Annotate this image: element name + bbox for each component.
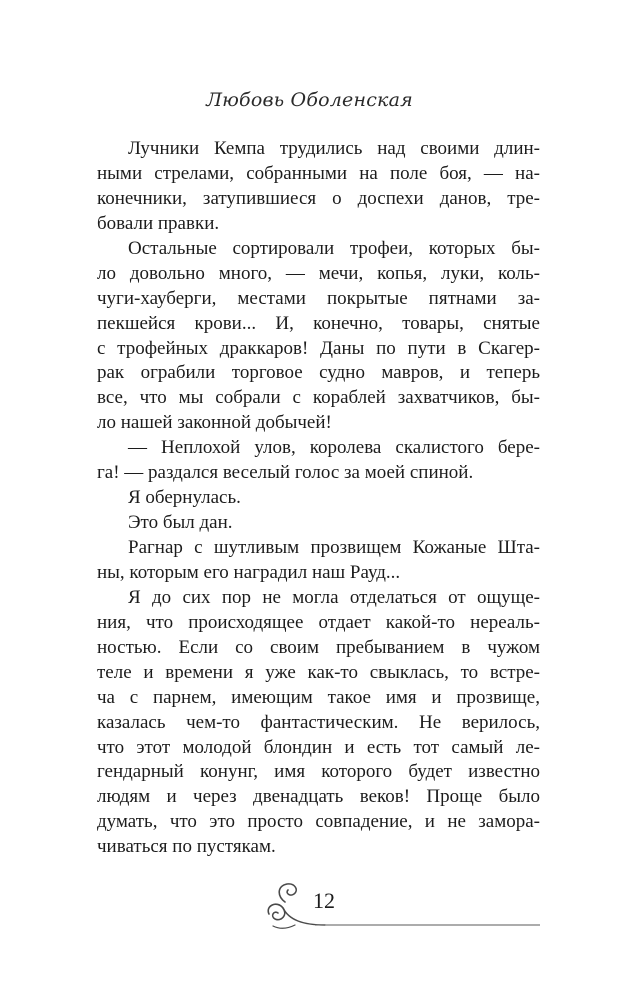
- text-line: конечники, затупившиеся о доспехи данов, тре-: [97, 187, 540, 209]
- page-ornament: [255, 876, 545, 938]
- text-line: га! — раздался веселый голос за моей спиной.: [97, 462, 474, 484]
- text-line: ло довольно много, — мечи, копья, луки, коль-: [97, 262, 540, 284]
- text-line: ностью. Если со своим пребыванием в чужом: [97, 636, 540, 658]
- text-line: что этот молодой блондин и есть тот самый ле-: [97, 736, 540, 758]
- text-line: Это был дан.: [128, 512, 233, 534]
- page-number: 12: [313, 888, 335, 913]
- text-line: ча с парнем, имеющим такое имя и прозвище,: [97, 686, 540, 708]
- text-line: чиваться по пустякам.: [97, 836, 276, 858]
- text-line: все, что мы собрали с кораблей захватчиков, бы-: [97, 387, 540, 409]
- text-line: рак ограбили торговое судно мавров, и теперь: [97, 362, 540, 384]
- text-line: с трофейных драккаров! Даны по пути в Скагер-: [97, 337, 540, 359]
- text-line: Я обернулась.: [128, 487, 241, 509]
- text-line: теле и времени я уже как-то свыклась, то встре-: [97, 661, 540, 683]
- text-line: бовали правки.: [97, 212, 220, 234]
- text-line: ны, которым его наградил наш Рауд...: [97, 561, 401, 583]
- text-line: — Неплохой улов, королева скалистого бере-: [128, 437, 540, 459]
- text-line: Рагнар с шутливым прозвищем Кожаные Шта-: [128, 537, 540, 558]
- body-text: [97, 137, 540, 860]
- text-line: ния, что происходящее отдает какой-то нереаль-: [97, 611, 540, 633]
- text-line: гендарный конунг, имя которого будет известно: [97, 761, 540, 783]
- text-line: ными стрелами, собранными на поле боя, — на-: [97, 162, 540, 184]
- text-line: казалась чем-то фантастическим. Не верилось,: [97, 711, 540, 733]
- text-line: ло нашей законной добычей!: [97, 412, 332, 434]
- text-line: думать, что это просто совпадение, и не замора-: [97, 811, 540, 833]
- folio: [255, 876, 545, 938]
- text-line: людям и через двенадцать веков! Проще было: [97, 786, 540, 808]
- text-line: Лучники Кемпа трудились над своими длин-: [128, 138, 540, 159]
- text-line: Остальные сортировали трофеи, которых бы-: [128, 237, 540, 259]
- text-line: Я до сих пор не могла отделаться от ощуще-: [128, 586, 540, 608]
- text-line: пекшейся крови... И, конечно, товары, снятые: [97, 312, 540, 334]
- running-head-author: Любовь Оболенская: [206, 89, 413, 111]
- text-line: чуги-хауберги, местами покрытые пятнами за-: [97, 287, 540, 309]
